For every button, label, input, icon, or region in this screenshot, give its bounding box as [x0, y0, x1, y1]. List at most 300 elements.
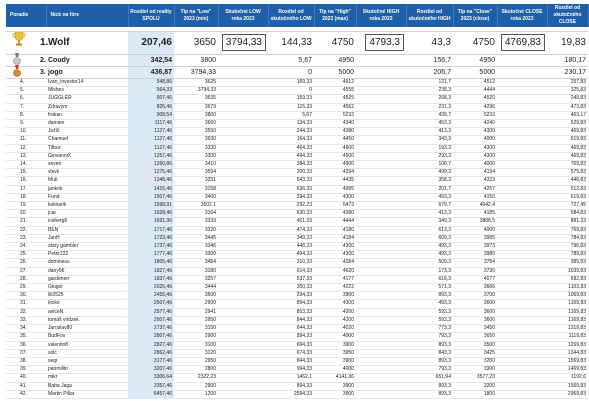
low-diff-cell: 494,33	[268, 251, 314, 259]
actual-high-cell	[356, 144, 406, 152]
low-tip-cell: 3502,1	[174, 202, 218, 210]
actual-close-cell	[497, 333, 547, 341]
rank-cell: 32.	[6, 308, 46, 316]
actual-low-cell	[218, 120, 268, 128]
close-diff-cell: 529,83	[547, 120, 588, 128]
actual-close-cell	[497, 267, 547, 275]
table-row	[6, 333, 588, 341]
high-diff-cell: 893,3	[406, 341, 453, 349]
high-diff-cell: 439,7	[406, 111, 453, 119]
actual-high-value: 4793,3	[365, 34, 404, 51]
high-tip-cell: 3900	[314, 382, 356, 390]
nick-cell: JanH	[46, 234, 128, 242]
low-diff-cell: 294,33	[268, 292, 314, 300]
close-tip-cell: 4520	[453, 95, 497, 103]
high-diff-cell: 493,3	[406, 193, 453, 201]
close-diff-cell: 881,33	[547, 218, 588, 226]
table-row	[6, 185, 588, 193]
low-diff-cell: 144,33	[268, 32, 314, 55]
actual-low-cell	[218, 275, 268, 283]
total-diff-cell: 2455,46	[128, 292, 174, 300]
close-diff-cell: 784,83	[547, 234, 588, 242]
nick-cell: JUGGLER	[46, 95, 128, 103]
rank-cell: 22.	[6, 226, 46, 234]
actual-close-cell	[497, 120, 547, 128]
low-diff-cell: 674,33	[268, 349, 314, 357]
actual-low-cell	[218, 55, 268, 67]
close-diff-cell: 2969,83	[547, 390, 588, 398]
total-diff-cell: 3177,46	[128, 357, 174, 365]
rank-cell: 6.	[6, 95, 46, 103]
low-diff-cell: 394,33	[268, 193, 314, 201]
low-diff-cell: 844,33	[268, 316, 314, 324]
rank-cell: 16.	[6, 177, 46, 185]
high-diff-cell: 773,3	[406, 325, 453, 333]
total-diff-cell: 3306,64	[128, 374, 174, 382]
close-tip-cell: 3666	[453, 284, 497, 292]
results-table	[6, 4, 589, 399]
rank-cell: 10.	[6, 128, 46, 136]
actual-close-cell	[497, 202, 547, 210]
close-tip-cell: 3650	[453, 333, 497, 341]
high-diff-cell: 173,3	[406, 267, 453, 275]
actual-low-cell	[218, 316, 268, 324]
low-diff-cell: 310,33	[268, 259, 314, 267]
table-row	[6, 325, 588, 333]
high-diff-cell: 453,3	[406, 120, 453, 128]
close-diff-cell: 619,83	[547, 193, 588, 201]
high-tip-cell: 4300	[314, 300, 356, 308]
low-diff-cell: 384,33	[268, 161, 314, 169]
low-diff-cell: 461,33	[268, 218, 314, 226]
high-diff-cell: 613,3	[406, 226, 453, 234]
low-tip-cell: 3445	[174, 234, 218, 242]
table-row	[6, 357, 588, 365]
nick-cell: lili2525	[46, 292, 128, 300]
high-tip-cell: 4900	[314, 161, 356, 169]
total-diff-cell: 1691,96	[128, 218, 174, 226]
actual-close-cell	[497, 284, 547, 292]
total-diff-cell: 3357,46	[128, 382, 174, 390]
close-tip-cell: 3600	[453, 316, 497, 324]
high-diff-cell: 793,3	[406, 366, 453, 374]
close-tip-cell: 3600	[453, 300, 497, 308]
rank-cell: 34.	[6, 325, 46, 333]
actual-low-cell	[218, 390, 268, 398]
high-diff-cell: 793,3	[406, 333, 453, 341]
table-row	[6, 136, 588, 144]
close-diff-cell: 1192,6	[547, 374, 588, 382]
table-row	[6, 374, 588, 382]
close-tip-cell: 4300	[453, 152, 497, 160]
total-diff-cell: 2862,46	[128, 349, 174, 357]
actual-close-cell	[497, 390, 547, 398]
actual-close-cell	[497, 152, 547, 160]
rank-text: 2.	[40, 57, 46, 64]
close-tip-cell: 4042,4	[453, 202, 497, 210]
total-diff-cell: 3207,46	[128, 366, 174, 374]
nick-cell: Fund	[46, 193, 128, 201]
actual-close-value: 4769,83	[501, 34, 545, 51]
actual-high-cell	[356, 210, 406, 218]
actual-low-cell	[218, 32, 268, 55]
close-tip-cell: 3200	[453, 357, 497, 365]
actual-low-cell	[218, 136, 268, 144]
close-tip-cell: 3980	[453, 251, 497, 259]
actual-high-cell	[356, 185, 406, 193]
high-tip-cell: 4950	[314, 55, 356, 67]
actual-high-cell	[356, 325, 406, 333]
actual-high-cell	[356, 218, 406, 226]
close-diff-cell: 985,83	[547, 259, 588, 267]
low-diff-cell: 694,33	[268, 341, 314, 349]
actual-high-cell	[356, 79, 406, 87]
close-diff-cell: 1344,83	[547, 349, 588, 357]
rank-cell: 17.	[6, 185, 46, 193]
high-diff-cell: 156,7	[406, 55, 453, 67]
nick-cell: Tilbur	[46, 144, 128, 152]
low-tip-cell: 3330	[174, 144, 218, 152]
nick-cell: aviceN	[46, 308, 128, 316]
actual-close-cell	[497, 95, 547, 103]
close-diff-cell: 463,17	[547, 111, 588, 119]
nick-cell: BudFox	[46, 333, 128, 341]
total-diff-cell: 1257,46	[128, 152, 174, 160]
high-tip-cell: 4750	[314, 32, 356, 55]
actual-low-cell	[218, 144, 268, 152]
low-tip-cell: 3625	[174, 79, 218, 87]
low-tip-cell: 3346	[174, 243, 218, 251]
nick-cell: Ivan_investor14	[46, 79, 128, 87]
low-tip-cell: 3333	[174, 218, 218, 226]
nick-cell: panmilito	[46, 366, 128, 374]
total-diff-cell: 207,46	[128, 32, 174, 55]
low-tip-cell: 1200	[174, 390, 218, 398]
actual-close-cell	[497, 341, 547, 349]
close-diff-cell: 249,83	[547, 95, 588, 103]
table-row	[6, 267, 588, 275]
low-diff-cell: 464,33	[268, 144, 314, 152]
low-tip-cell: 2900	[174, 333, 218, 341]
low-tip-cell: 3679	[174, 103, 218, 111]
table-row	[6, 251, 588, 259]
high-diff-cell: 843,3	[406, 349, 453, 357]
table-row	[6, 366, 588, 374]
total-diff-cell: 564,33	[128, 87, 174, 95]
table-row	[6, 308, 588, 316]
high-tip-cell: 4180	[314, 226, 356, 234]
actual-low-cell	[218, 210, 268, 218]
actual-low-cell	[218, 128, 268, 136]
total-diff-cell: 1127,46	[128, 128, 174, 136]
close-diff-cell: 1569,83	[547, 382, 588, 390]
nick-cell: locke	[46, 300, 128, 308]
close-diff-cell: 1103,83	[547, 284, 588, 292]
nick-cell: gardenerr	[46, 275, 128, 283]
nick-cell: jcar	[46, 210, 128, 218]
high-diff-cell: 358,3	[406, 177, 453, 185]
actual-low-cell	[218, 79, 268, 87]
total-diff-cell: 2025,46	[128, 284, 174, 292]
table-row	[6, 234, 588, 242]
table-row	[6, 218, 588, 226]
actual-high-cell	[356, 111, 406, 119]
actual-close-cell	[497, 136, 547, 144]
rank-cell: 20.	[6, 210, 46, 218]
nick-cell: Glogol	[46, 284, 128, 292]
table-row	[6, 144, 588, 152]
actual-low-cell	[218, 349, 268, 357]
close-diff-cell: 692,83	[547, 275, 588, 283]
high-tip-cell: 3950	[314, 349, 356, 357]
actual-high-cell	[356, 292, 406, 300]
actual-low-cell	[218, 382, 268, 390]
total-diff-cell: 2737,46	[128, 325, 174, 333]
rank-cell: 30.	[6, 292, 46, 300]
low-tip-cell: 3300	[174, 152, 218, 160]
low-tip-cell: 3800	[174, 55, 218, 67]
high-tip-cell: 4300	[314, 251, 356, 259]
low-tip-cell: 3630	[174, 136, 218, 144]
high-tip-cell: 4600	[314, 144, 356, 152]
actual-high-cell	[356, 357, 406, 365]
nick-cell: tomáš virdzek	[46, 316, 128, 324]
low-diff-cell: 5,67	[268, 55, 314, 67]
high-diff-cell: 231,3	[406, 103, 453, 111]
low-tip-cell: 2900	[174, 300, 218, 308]
actual-high-cell	[356, 103, 406, 111]
low-tip-cell: 3300	[174, 251, 218, 259]
actual-high-cell	[356, 226, 406, 234]
actual-low-cell	[218, 251, 268, 259]
actual-low-cell	[218, 292, 268, 300]
actual-high-cell	[356, 390, 406, 398]
actual-low-cell	[218, 267, 268, 275]
total-diff-cell: 1827,46	[128, 267, 174, 275]
table-row-top	[6, 67, 588, 79]
high-tip-cell: 5000	[314, 67, 356, 79]
total-diff-cell: 1598,91	[128, 202, 174, 210]
nick-cell: solc	[46, 349, 128, 357]
table-row-top	[6, 55, 588, 67]
low-tip-cell: 3484	[174, 259, 218, 267]
rank-cell: 21.	[6, 218, 46, 226]
rank-text: 1.	[40, 37, 49, 48]
low-diff-cell: 134,33	[268, 120, 314, 128]
low-tip-cell: 3150	[174, 325, 218, 333]
actual-close-cell	[497, 128, 547, 136]
low-diff-cell: 448,33	[268, 243, 314, 251]
actual-low-cell	[218, 284, 268, 292]
low-tip-cell: 3158	[174, 185, 218, 193]
low-tip-cell: 2950	[174, 316, 218, 324]
header-low: Tip na "Low" 2023 (min)	[174, 4, 218, 27]
rank-cell: 29.	[6, 284, 46, 292]
table-row	[6, 95, 588, 103]
actual-close-cell	[497, 243, 547, 251]
actual-high-cell	[356, 95, 406, 103]
nick-cell: Muti	[46, 177, 128, 185]
low-diff-cell: 0	[268, 67, 314, 79]
close-diff-cell: 769,83	[547, 161, 588, 169]
nick-cell: seven	[46, 161, 128, 169]
actual-close-cell	[497, 144, 547, 152]
actual-close-cell	[497, 325, 547, 333]
header-actual-high: Skutočné HIGH roka 2023	[356, 4, 406, 27]
total-diff-cell: 436,87	[128, 67, 174, 79]
actual-low-cell	[218, 103, 268, 111]
actual-low-cell	[218, 185, 268, 193]
table-row	[6, 202, 588, 210]
high-diff-cell: 593,3	[406, 316, 453, 324]
rank-cell: 31.	[6, 300, 46, 308]
actual-close-cell	[497, 316, 547, 324]
close-diff-cell: 1569,83	[547, 357, 588, 365]
rank-cell: 33.	[6, 316, 46, 324]
header-actual-close: Skutočné CLOSE roka 2023	[497, 4, 547, 27]
total-diff-cell: 1415,46	[128, 185, 174, 193]
nick-cell: Jaroslav80	[46, 325, 128, 333]
low-diff-cell: 844,33	[268, 357, 314, 365]
low-diff-cell: 0	[268, 87, 314, 95]
nick-cell: GiovanniX	[46, 152, 128, 160]
actual-close-cell	[497, 161, 547, 169]
rank-cell: 25.	[6, 251, 46, 259]
actual-low-cell	[218, 95, 268, 103]
close-tip-cell: 4257	[453, 185, 497, 193]
total-diff-cell: 1117,46	[128, 120, 174, 128]
close-diff-cell: 469,83	[547, 128, 588, 136]
actual-low-cell	[218, 341, 268, 349]
low-diff-cell: 630,33	[268, 210, 314, 218]
low-tip-cell: 3800	[174, 111, 218, 119]
nick-cell: domineus	[46, 259, 128, 267]
close-diff-cell: 1319,83	[547, 325, 588, 333]
actual-close-cell	[497, 185, 547, 193]
rank-cell: 7.	[6, 103, 46, 111]
actual-high-cell	[356, 136, 406, 144]
table-row	[6, 103, 588, 111]
low-tip-cell: 3550	[174, 128, 218, 136]
close-tip-cell: 4150	[453, 193, 497, 201]
close-tip-cell: 4512	[453, 79, 497, 87]
low-diff-cell: 474,33	[268, 226, 314, 234]
low-diff-cell: 494,33	[268, 152, 314, 160]
header-diff-high: Rozdiel od skutočného HIGH	[406, 4, 453, 27]
actual-high-cell	[356, 202, 406, 210]
high-diff-cell: 893,3	[406, 382, 453, 390]
high-tip-cell: 5473	[314, 202, 356, 210]
total-diff-cell: 607,46	[128, 95, 174, 103]
close-tip-cell: 1800	[453, 390, 497, 398]
high-tip-cell: 4340	[314, 120, 356, 128]
high-tip-cell: 3900	[314, 390, 356, 398]
high-diff-cell: 493,3	[406, 251, 453, 259]
low-diff-cell: 853,33	[268, 308, 314, 316]
table-row	[6, 177, 588, 185]
table-row	[6, 275, 588, 283]
rank-cell: 24.	[6, 243, 46, 251]
table-row	[6, 300, 588, 308]
nick-cell: damien	[46, 120, 128, 128]
low-diff-cell: 292,23	[268, 202, 314, 210]
close-tip-cell: 4300	[453, 144, 497, 152]
total-diff-cell: 2577,46	[128, 308, 174, 316]
actual-low-cell	[218, 152, 268, 160]
rank-cell: 11.	[6, 136, 46, 144]
nick-cell: Mishes	[46, 87, 128, 95]
actual-high-cell	[356, 177, 406, 185]
rank-cell: 38.	[6, 357, 46, 365]
rank-cell	[6, 67, 46, 79]
table-row	[6, 128, 588, 136]
actual-close-cell	[497, 374, 547, 382]
low-diff-cell: 244,33	[268, 128, 314, 136]
rank-cell: 19.	[6, 202, 46, 210]
close-tip-cell: 4300	[453, 128, 497, 136]
actual-low-value: 3794,33	[222, 34, 266, 51]
table-row	[6, 161, 588, 169]
close-diff-cell: 619,83	[547, 136, 588, 144]
close-tip-cell: 3985	[453, 234, 497, 242]
total-diff-cell: 2827,46	[128, 341, 174, 349]
high-tip-cell: 4300	[314, 243, 356, 251]
high-diff-cell: 593,3	[406, 308, 453, 316]
nick-cell: jogo	[46, 67, 128, 79]
table-row	[6, 341, 588, 349]
table-row	[6, 152, 588, 160]
close-diff-cell: 512,83	[547, 185, 588, 193]
close-tip-cell: 3600	[453, 308, 497, 316]
close-tip-cell: 5000	[453, 67, 497, 79]
close-tip-cell: 3973	[453, 243, 497, 251]
actual-close-cell	[497, 210, 547, 218]
nick-cell: segi	[46, 357, 128, 365]
low-tip-cell: 3400	[174, 193, 218, 201]
close-diff-cell: 1069,83	[547, 292, 588, 300]
low-tip-cell: 3660	[174, 120, 218, 128]
actual-high-cell	[356, 267, 406, 275]
close-tip-cell: 4240	[453, 120, 497, 128]
high-diff-cell: 413,3	[406, 210, 453, 218]
high-tip-cell: 4000	[314, 366, 356, 374]
rank-cell: 14.	[6, 161, 46, 169]
table-row	[6, 316, 588, 324]
close-diff-cell: 789,83	[547, 251, 588, 259]
close-tip-cell: 4444	[453, 87, 497, 95]
high-diff-cell: 893,3	[406, 390, 453, 398]
table-row	[6, 87, 588, 95]
actual-high-cell	[356, 382, 406, 390]
actual-high-cell	[356, 333, 406, 341]
high-diff-cell: 413,3	[406, 128, 453, 136]
close-tip-cell: 3300	[453, 366, 497, 374]
rank-cell: 27.	[6, 267, 46, 275]
actual-close-cell	[497, 300, 547, 308]
close-tip-cell: 3700	[453, 292, 497, 300]
table-row	[6, 169, 588, 177]
close-diff-cell: 1169,83	[547, 316, 588, 324]
actual-close-cell	[497, 275, 547, 283]
actual-low-cell	[218, 308, 268, 316]
high-tip-cell: 4500	[314, 152, 356, 160]
high-tip-cell: 4284	[314, 259, 356, 267]
low-diff-cell: 994,33	[268, 366, 314, 374]
high-diff-cell: 268,3	[406, 95, 453, 103]
high-tip-cell: 3900	[314, 341, 356, 349]
low-diff-cell: 636,33	[268, 185, 314, 193]
actual-low-cell	[218, 202, 268, 210]
